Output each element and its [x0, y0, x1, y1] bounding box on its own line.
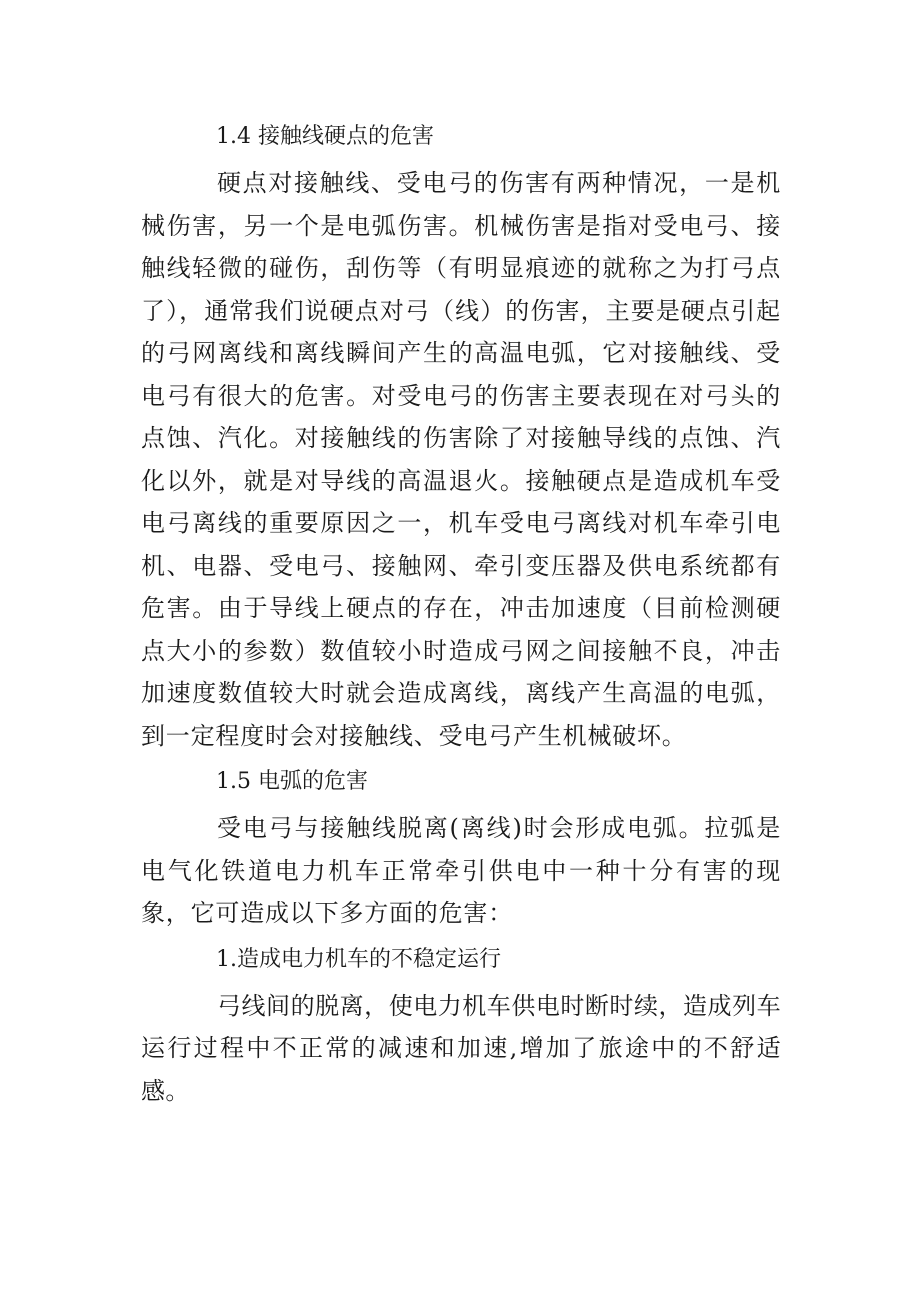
section-heading-1-5: 1.5 电弧的危害 [216, 769, 368, 794]
paragraph-hardpoint-harm: 硬点对接触线、受电弓的伤害有两种情况，一是机械伤害，另一个是电弧伤害。机械伤害是指对受电弓、接触线轻微的碰伤，刮伤等（有明显痕迹的就称之为打弓点了），通常我们说硬点对弓（线）的伤害，主要是硬点引起的弓网离线和离线瞬间产生的高温电弧，它对接触线、受电弓有很大的危害。对受电弓的伤害主要表现在对弓头的点蚀、汽化。对接触线的伤害除了对接触导线的点蚀、汽化以外，就是对导线的高温退火。接触硬点是造成机车受电弓离线的重要原因之一，机车受电弓离线对机车牵引电机、电器、受电弓、接触网、牵引变压器及供电系统都有危害。由于导线上硬点的存在，冲击加速度（目前检测硬点大小的参数）数值较小时造成弓网之间接触不良，冲击加速度数值较大时就会造成离线，离线产生高温的电弧，到一定程度时会对接触线、受电弓产生机械破坏。 [141, 169, 781, 750]
paragraph-arc-intro: 受电弓与接触线脱离(离线)时会形成电弧。拉弧是电气化铁道电力机车正常牵引供电中一种十分有害的现象，它可造成以下多方面的危害： [141, 814, 781, 927]
subheading-unstable-operation: 1.造成电力机车的不稳定运行 [216, 946, 501, 972]
document-body [141, 112, 781, 1112]
paragraph-unstable-operation: 弓线间的脱离，使电力机车供电时断时续，造成列车运行过程中不正常的减速和加速,增加了旅途中的不舒适感。 [141, 991, 781, 1105]
section-heading-1-4: 1.4 接触线硬点的危害 [216, 124, 434, 149]
